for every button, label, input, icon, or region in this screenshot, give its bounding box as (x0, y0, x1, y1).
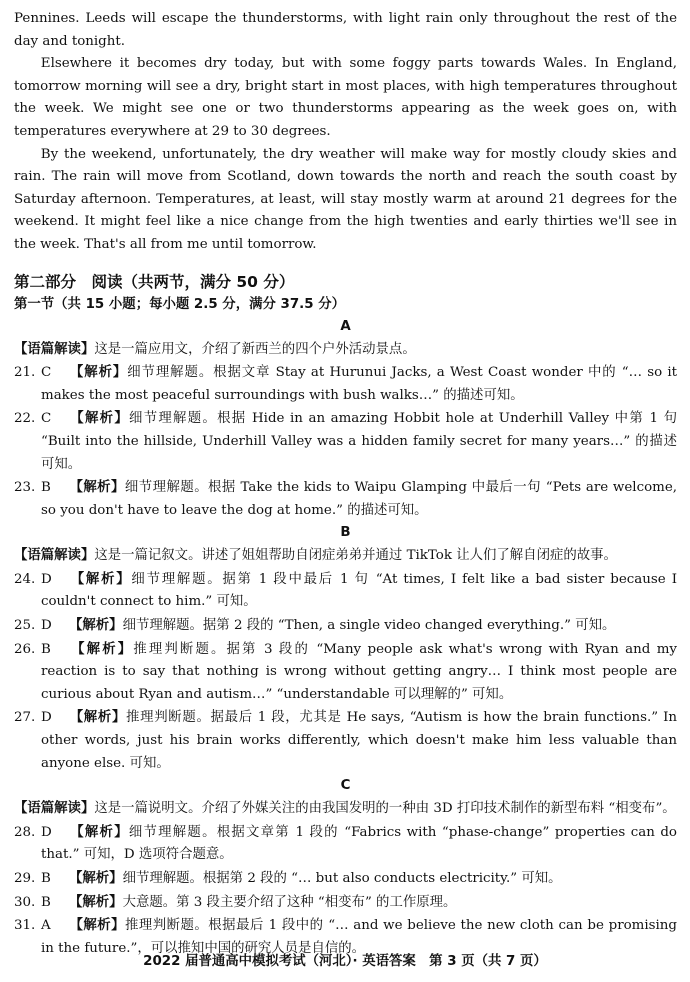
analysis-tag: 【解析】 (69, 364, 128, 381)
analysis-text: 推理判断题。据最后 1 段，尤其是 He says, “Autism is how the brain functions.” In other words, just his brain works differently, which doesn't make him less valuable than anyone else. 可知。 (41, 710, 677, 771)
part-two-heading: 第二部分 阅读（共两节，满分 50 分） (14, 272, 295, 291)
analysis-text: 细节理解题。据第 1 段中最后 1 句 “At times, I felt like a bad sister because I couldn't connect to him.” 可知。 (41, 571, 677, 610)
analysis-tag: 【解析】 (69, 640, 134, 657)
analysis-tag: 【解析】 (69, 893, 123, 910)
passage-paragraph-2: Elsewhere it becomes dry today, but with some foggy parts towards Wales. In England, tomorrow morning will see a dry, bright start in most places, with high temperatures throughout the week. We might see one or two thunderstorms appearing as the week goes on, with temperatures everywhere at 29 to 30 degrees. (14, 56, 677, 139)
passage-paragraph-1: Pennines. Leeds will escape the thunderstorms, with light rain only throughout the rest of the day and tonight. (14, 11, 677, 49)
question-number: 23. (14, 480, 36, 496)
summary-text: 这是一篇记叙文。讲述了姐姐帮助自闭症弟弟并通过 TikTok 让人们了解自闭症的故事。 (94, 548, 617, 564)
analysis-tag: 【解析】 (69, 917, 126, 934)
answer-item (14, 706, 677, 775)
answer-item (14, 361, 677, 407)
analysis-text: 细节理解题。根据第 2 段的 “… but also conducts electricity.” 可知。 (122, 871, 562, 886)
section-one-heading: 第一节（共 15 小题；每小题 2.5 分，满分 37.5 分） (14, 296, 346, 312)
summary-text: 这是一篇说明文。介绍了外媒关注的由我国发明的一种由 3D 打印技术制作的新型布料 “相变布”。 (94, 801, 676, 817)
answer-letter: D (41, 571, 52, 587)
analysis-text: 细节理解题。根据文章 Stay at Hurunui Jacks, a West Coast wonder 中的 “… so it makes the most peaceful surroundings with bush walks…” 的描述可知。 (41, 365, 677, 403)
analysis-text: 细节理解题。根据 Hide in an amazing Hobbit hole at Underhill Valley 中第 1 句 “Built into the hillside, Underhill Valley was a hidden family secret for many years…” 的描述可知。 (41, 411, 678, 472)
passage-letter-a: A (340, 318, 351, 334)
question-number: 25. (14, 618, 36, 634)
summary-tag: 【语篇解读】 (14, 800, 95, 817)
analysis-tag: 【解析】 (69, 570, 132, 587)
question-number: 24. (14, 571, 36, 587)
answer-item (14, 614, 677, 638)
summary-tag: 【语篇解读】 (14, 547, 95, 564)
passage-letter-b: B (340, 525, 351, 541)
analysis-text: 细节理解题。根据 Take the kids to Waipu Glamping 中最后一句 “Pets are welcome, so you don't have to leave the dog at home.” 的描述可知。 (41, 480, 678, 518)
question-number: 22. (14, 411, 36, 427)
answer-letter: B (41, 894, 51, 910)
question-number: 26. (14, 641, 36, 657)
analysis-tag: 【解析】 (69, 823, 129, 840)
summary-text: 这是一篇应用文，介绍了新西兰的四个户外活动景点。 (94, 341, 416, 357)
answer-letter: B (41, 480, 51, 496)
page-footer: 2022 届普通高中模拟考试（河北）· 英语答案 第 3 页（共 7 页） (143, 954, 547, 969)
answer-item (14, 821, 677, 867)
answer-item (14, 638, 677, 707)
summary-c (14, 797, 677, 821)
answer-item (14, 891, 677, 915)
analysis-text: 推理判断题。据第 3 段的 “Many people ask what's wrong with Ryan and my reaction is to say that nothing is wrong without getting angry… I think most people are curious about Ryan and autism…” “understandable 可以理解的” 可知。 (41, 641, 677, 702)
answer-item (14, 568, 677, 614)
passage-letter-c: C (340, 778, 351, 794)
analysis-tag: 【解析】 (69, 410, 130, 427)
analysis-tag: 【解析】 (69, 617, 123, 634)
answer-letter: D (41, 710, 52, 726)
answer-item (14, 407, 677, 476)
question-number: 31. (14, 918, 36, 934)
summary-tag: 【语篇解读】 (14, 340, 95, 357)
analysis-tag: 【解析】 (69, 709, 127, 726)
question-number: 21. (14, 365, 36, 381)
analysis-text: 细节理解题。据第 2 段的 “Then, a single video changed everything.” 可知。 (122, 618, 616, 634)
answer-letter: C (41, 411, 52, 427)
analysis-text: 大意题。第 3 段主要介绍了这种 “相变布” 的工作原理。 (122, 894, 457, 910)
passage-paragraph-3: By the weekend, unfortunately, the dry weather will make way for mostly cloudy skies and rain. The rain will move from Scotland, down towards the north and reach the south coast by Saturday afternoon. Temperatures, at least, will stay mostly warm at around 21 degrees for the weekend. It might feel like a nice change from the high twenties and early thirties we'll see in the week. That's all from me until tomorrow. (14, 146, 677, 252)
summary-b (14, 544, 677, 568)
answer-letter: D (41, 618, 52, 634)
question-number: 30. (14, 894, 36, 910)
analysis-text: 细节理解题。根据文章第 1 段的 “Fabrics with “phase-change” properties can do that.” 可知，D 选项符合题意。 (41, 824, 677, 863)
answer-letter: B (41, 641, 51, 657)
answer-page (14, 8, 677, 960)
answer-item (14, 476, 677, 522)
question-number: 27. (14, 710, 36, 726)
analysis-tag: 【解析】 (69, 479, 125, 496)
summary-a (14, 338, 677, 362)
answer-letter: A (41, 918, 51, 934)
answer-letter: C (41, 365, 52, 381)
question-number: 28. (14, 824, 36, 840)
answer-letter: D (41, 824, 52, 840)
answer-letter: B (41, 871, 51, 886)
question-number: 29. (14, 871, 36, 886)
analysis-tag: 【解析】 (69, 870, 123, 886)
analysis-text: 推理判断题。根据最后 1 段中的 “… and we believe the new cloth can be promising in the future.”，可以推知中国的研究人员是自信的。 (41, 918, 677, 956)
answer-item (14, 867, 677, 891)
